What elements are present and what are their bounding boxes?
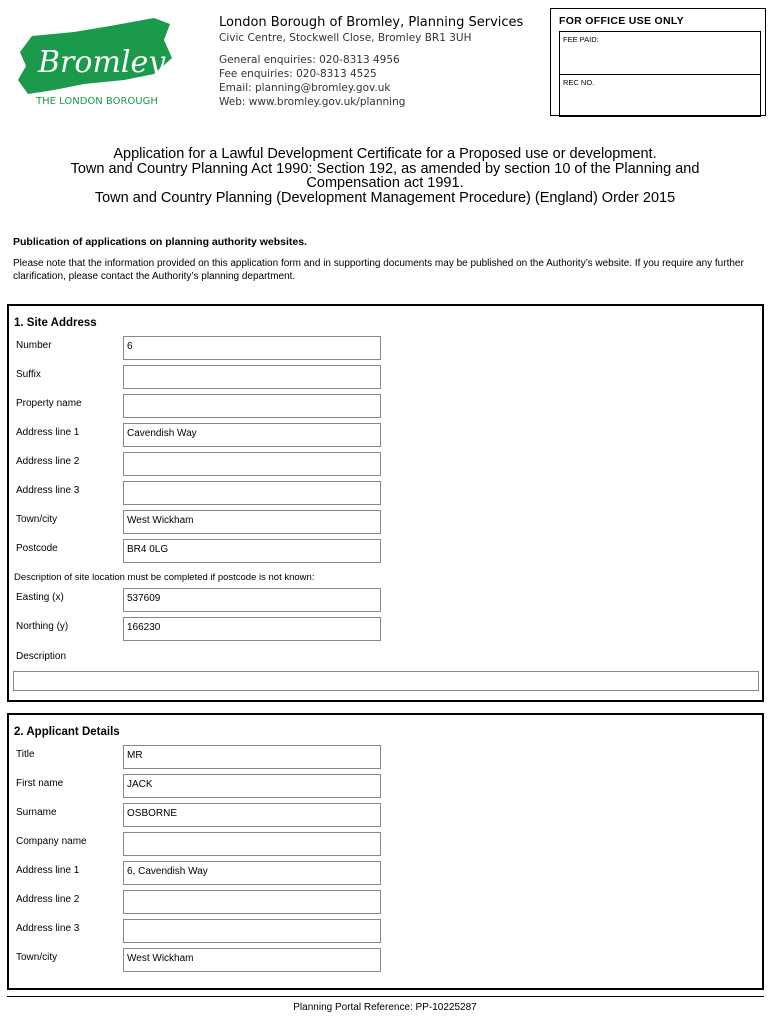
form-row bbox=[9, 745, 762, 769]
title-line-2: Town and Country Planning Act 1990: Section 192, as amended by section 10 of the Planning and bbox=[70, 160, 700, 177]
field-label: Address line 3 bbox=[16, 923, 80, 934]
form-row bbox=[9, 336, 762, 360]
form-row bbox=[9, 890, 762, 914]
office-use-title: FOR OFFICE USE ONLY bbox=[559, 15, 684, 27]
form-row bbox=[9, 481, 762, 505]
section-title: 2. Applicant Details bbox=[14, 726, 120, 738]
description-field[interactable] bbox=[13, 671, 759, 691]
office-use-box bbox=[550, 8, 766, 116]
fee-paid-label: FEE PAID: bbox=[563, 35, 599, 44]
form-row bbox=[9, 588, 762, 612]
site-town-field[interactable]: West Wickham bbox=[123, 510, 381, 534]
field-label: Address line 1 bbox=[16, 865, 80, 876]
easting-field[interactable]: 537609 bbox=[123, 588, 381, 612]
form-row bbox=[9, 832, 762, 856]
northing-field[interactable]: 166230 bbox=[123, 617, 381, 641]
field-label: Address line 3 bbox=[16, 485, 80, 496]
form-row bbox=[9, 861, 762, 885]
footer-divider bbox=[7, 996, 764, 997]
form-row bbox=[9, 774, 762, 798]
web-line: Web: www.bromley.gov.uk/planning bbox=[219, 96, 406, 108]
fee-paid-field bbox=[559, 31, 761, 75]
site-address-line-1-field[interactable]: Cavendish Way bbox=[123, 423, 381, 447]
site-number-field[interactable]: 6 bbox=[123, 336, 381, 360]
portal-reference: Planning Portal Reference: PP-10225287 bbox=[293, 1002, 477, 1013]
form-row bbox=[9, 617, 762, 641]
field-label: Property name bbox=[16, 398, 82, 409]
publication-note: Please note that the information provided on this application form and in supporting documents may be published on the Authority’s website. If you require any further clarification, please contact the Authority’s planning department. bbox=[13, 258, 744, 282]
applicant-town-field[interactable]: West Wickham bbox=[123, 948, 381, 972]
form-row bbox=[9, 919, 762, 943]
site-address-line-3-field[interactable] bbox=[123, 481, 381, 505]
form-row bbox=[9, 452, 762, 476]
title-line-4: Town and Country Planning (Development Management Procedure) (England) Order 2015 bbox=[94, 189, 676, 206]
site-suffix-field[interactable] bbox=[123, 365, 381, 389]
section-title: 1. Site Address bbox=[14, 317, 97, 329]
fee-enquiries: Fee enquiries: 020-8313 4525 bbox=[219, 68, 377, 80]
org-address: Civic Centre, Stockwell Close, Bromley BR1 3UH bbox=[219, 32, 472, 44]
publication-heading: Publication of applications on planning authority websites. bbox=[13, 236, 308, 248]
applicant-address-line-3-field[interactable] bbox=[123, 919, 381, 943]
logo-subtitle: THE LONDON BOROUGH bbox=[36, 96, 158, 107]
form-row bbox=[9, 539, 762, 563]
field-label: Number bbox=[16, 340, 52, 351]
bromley-logo bbox=[14, 14, 174, 109]
applicant-first-name-field[interactable]: JACK bbox=[123, 774, 381, 798]
field-label: Address line 1 bbox=[16, 427, 80, 438]
form-row bbox=[9, 394, 762, 418]
field-label: Town/city bbox=[16, 952, 58, 963]
form-row bbox=[9, 423, 762, 447]
general-enquiries: General enquiries: 020-8313 4956 bbox=[219, 54, 400, 66]
field-label: Address line 2 bbox=[16, 894, 80, 905]
field-label: Title bbox=[16, 749, 35, 760]
form-titles bbox=[20, 147, 750, 205]
site-address-section bbox=[7, 304, 764, 702]
rec-no-field bbox=[559, 74, 761, 117]
form-row bbox=[9, 365, 762, 389]
field-label: Northing (y) bbox=[16, 621, 69, 632]
field-label: Postcode bbox=[16, 543, 58, 554]
field-label: First name bbox=[16, 778, 64, 789]
title-line-1: Application for a Lawful Development Certificate for a Proposed use or development. bbox=[113, 146, 657, 162]
org-header bbox=[219, 14, 523, 109]
rec-no-label: REC NO. bbox=[563, 78, 595, 87]
applicant-address-line-1-field[interactable]: 6, Cavendish Way bbox=[123, 861, 381, 885]
site-postcode-field[interactable]: BR4 0LG bbox=[123, 539, 381, 563]
description-label: Description bbox=[16, 651, 67, 662]
field-label: Town/city bbox=[16, 514, 58, 525]
email-line: Email: planning@bromley.gov.uk bbox=[219, 82, 391, 94]
applicant-company-field[interactable] bbox=[123, 832, 381, 856]
site-address-line-2-field[interactable] bbox=[123, 452, 381, 476]
applicant-title-field[interactable]: MR bbox=[123, 745, 381, 769]
field-label: Easting (x) bbox=[16, 592, 64, 603]
form-row bbox=[9, 510, 762, 534]
form-row bbox=[9, 803, 762, 827]
form-row bbox=[9, 948, 762, 972]
site-property-name-field[interactable] bbox=[123, 394, 381, 418]
location-note: Description of site location must be completed if postcode is not known: bbox=[14, 572, 315, 583]
applicant-address-line-2-field[interactable] bbox=[123, 890, 381, 914]
org-title: London Borough of Bromley, Planning Services bbox=[219, 15, 524, 30]
field-label: Suffix bbox=[16, 369, 41, 380]
applicant-surname-field[interactable]: OSBORNE bbox=[123, 803, 381, 827]
field-label: Address line 2 bbox=[16, 456, 80, 467]
field-label: Company name bbox=[16, 836, 87, 847]
title-line-3: Compensation act 1991. bbox=[306, 175, 464, 191]
logo-wordmark: Bromley bbox=[38, 45, 166, 80]
field-label: Surname bbox=[16, 807, 57, 818]
applicant-details-section bbox=[7, 713, 764, 990]
